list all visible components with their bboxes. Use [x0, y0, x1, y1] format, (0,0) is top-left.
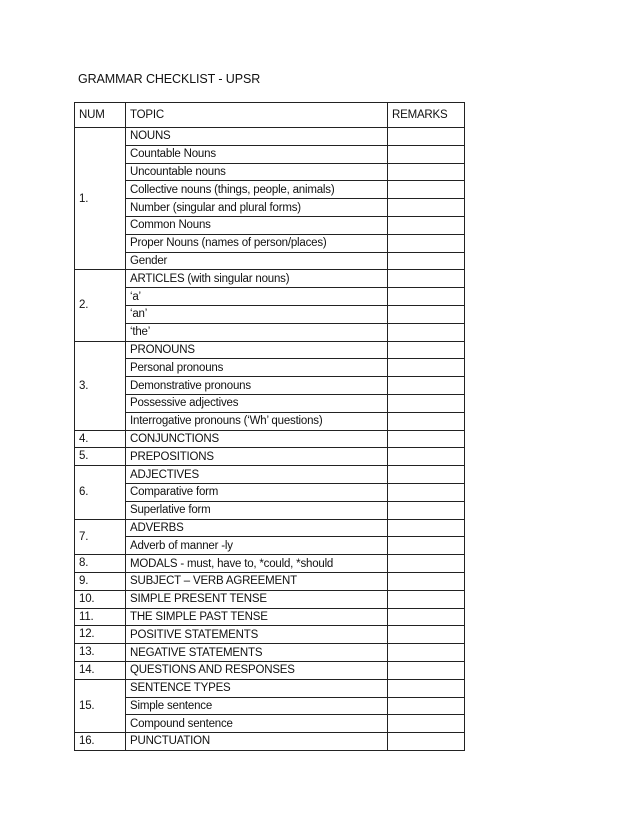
remarks-cell[interactable] [388, 715, 465, 733]
topic-cell: Collective nouns (things, people, animals) [126, 181, 388, 199]
topic-number: 1. [75, 128, 126, 270]
table-row [75, 341, 465, 359]
remarks-cell[interactable] [388, 608, 465, 626]
table-row [75, 661, 465, 679]
table-row [75, 128, 465, 146]
topic-number: 15. [75, 679, 126, 732]
table-row [75, 555, 465, 573]
topic-cell: Compound sentence [126, 715, 388, 733]
table-row [75, 519, 465, 537]
remarks-cell[interactable] [388, 163, 465, 181]
topic-cell: Countable Nouns [126, 145, 388, 163]
topic-number: 13. [75, 644, 126, 662]
topic-cell: Simple sentence [126, 697, 388, 715]
topic-number: 11. [75, 608, 126, 626]
remarks-cell[interactable] [388, 448, 465, 466]
table-row [75, 216, 465, 234]
topic-number: 14. [75, 661, 126, 679]
document-title: GRAMMAR CHECKLIST - UPSR [78, 72, 261, 86]
table-row [75, 448, 465, 466]
topic-cell: ‘a’ [126, 288, 388, 306]
topic-number: 4. [75, 430, 126, 448]
topic-cell: Proper Nouns (names of person/places) [126, 234, 388, 252]
topic-number: 6. [75, 466, 126, 519]
remarks-cell[interactable] [388, 394, 465, 412]
table-row [75, 270, 465, 288]
remarks-cell[interactable] [388, 483, 465, 501]
table-row [75, 644, 465, 662]
topic-number: 3. [75, 341, 126, 430]
topic-cell: Personal pronouns [126, 359, 388, 377]
topic-cell: Superlative form [126, 501, 388, 519]
table-row [75, 483, 465, 501]
topic-cell: ‘the’ [126, 323, 388, 341]
topic-number: 16. [75, 733, 126, 751]
remarks-cell[interactable] [388, 145, 465, 163]
table-row [75, 572, 465, 590]
remarks-cell[interactable] [388, 128, 465, 146]
table-row [75, 163, 465, 181]
topic-cell: Gender [126, 252, 388, 270]
topic-number: 7. [75, 519, 126, 555]
table-row [75, 181, 465, 199]
table-row [75, 412, 465, 430]
remarks-cell[interactable] [388, 323, 465, 341]
topic-cell: Uncountable nouns [126, 163, 388, 181]
remarks-cell[interactable] [388, 519, 465, 537]
topic-cell: Interrogative pronouns (‘Wh’ questions) [126, 412, 388, 430]
table-row [75, 359, 465, 377]
table-body [75, 128, 465, 751]
remarks-cell[interactable] [388, 234, 465, 252]
topic-cell: ADJECTIVES [126, 466, 388, 484]
topic-header: TOPIC [126, 103, 388, 128]
table-row [75, 430, 465, 448]
table-row [75, 733, 465, 751]
table-row [75, 145, 465, 163]
table-row [75, 626, 465, 644]
header-row [75, 103, 465, 128]
topic-number: 5. [75, 448, 126, 466]
topic-cell: PREPOSITIONS [126, 448, 388, 466]
remarks-cell[interactable] [388, 288, 465, 306]
topic-number: 9. [75, 572, 126, 590]
remarks-cell[interactable] [388, 572, 465, 590]
topic-number: 2. [75, 270, 126, 341]
topic-cell: SUBJECT – VERB AGREEMENT [126, 572, 388, 590]
grammar-checklist-table [74, 102, 465, 751]
topic-cell: NEGATIVE STATEMENTS [126, 644, 388, 662]
topic-cell: QUESTIONS AND RESPONSES [126, 661, 388, 679]
remarks-cell[interactable] [388, 501, 465, 519]
topic-number: 10. [75, 590, 126, 608]
table-row [75, 715, 465, 733]
remarks-cell[interactable] [388, 626, 465, 644]
topic-cell: THE SIMPLE PAST TENSE [126, 608, 388, 626]
remarks-cell[interactable] [388, 305, 465, 323]
topic-cell: MODALS - must, have to, *could, *should [126, 555, 388, 573]
remarks-cell[interactable] [388, 555, 465, 573]
remarks-cell[interactable] [388, 644, 465, 662]
table-row [75, 323, 465, 341]
remarks-cell[interactable] [388, 661, 465, 679]
topic-cell: ‘an’ [126, 305, 388, 323]
topic-cell: Possessive adjectives [126, 394, 388, 412]
table-row [75, 199, 465, 217]
table-row [75, 252, 465, 270]
remarks-cell[interactable] [388, 252, 465, 270]
topic-cell: ADVERBS [126, 519, 388, 537]
remarks-cell[interactable] [388, 733, 465, 751]
topic-cell: Number (singular and plural forms) [126, 199, 388, 217]
topic-cell: SENTENCE TYPES [126, 679, 388, 697]
table-row [75, 377, 465, 395]
num-header: NUM [75, 103, 126, 128]
topic-cell: Adverb of manner -ly [126, 537, 388, 555]
remarks-cell[interactable] [388, 270, 465, 288]
table-row [75, 234, 465, 252]
remarks-cell[interactable] [388, 181, 465, 199]
topic-cell: Demonstrative pronouns [126, 377, 388, 395]
topic-cell: Comparative form [126, 483, 388, 501]
table-row [75, 608, 465, 626]
topic-cell: PRONOUNS [126, 341, 388, 359]
table-row [75, 288, 465, 306]
topic-cell: ARTICLES (with singular nouns) [126, 270, 388, 288]
topic-cell: PUNCTUATION [126, 733, 388, 751]
table-row [75, 679, 465, 697]
remarks-cell[interactable] [388, 216, 465, 234]
table-row [75, 537, 465, 555]
table-row [75, 590, 465, 608]
remarks-cell[interactable] [388, 466, 465, 484]
remarks-cell[interactable] [388, 590, 465, 608]
topic-cell: NOUNS [126, 128, 388, 146]
table-row [75, 466, 465, 484]
table-row [75, 501, 465, 519]
topic-number: 8. [75, 555, 126, 573]
table-row [75, 305, 465, 323]
remarks-cell[interactable] [388, 377, 465, 395]
remarks-cell[interactable] [388, 697, 465, 715]
remarks-cell[interactable] [388, 199, 465, 217]
topic-cell: POSITIVE STATEMENTS [126, 626, 388, 644]
topic-cell: CONJUNCTIONS [126, 430, 388, 448]
table-row [75, 394, 465, 412]
remarks-cell[interactable] [388, 341, 465, 359]
remarks-cell[interactable] [388, 537, 465, 555]
remarks-cell[interactable] [388, 679, 465, 697]
topic-number: 12. [75, 626, 126, 644]
topic-cell: SIMPLE PRESENT TENSE [126, 590, 388, 608]
remarks-cell[interactable] [388, 412, 465, 430]
topic-cell: Common Nouns [126, 216, 388, 234]
remarks-cell[interactable] [388, 430, 465, 448]
remarks-header: REMARKS [388, 103, 465, 128]
table-row [75, 697, 465, 715]
remarks-cell[interactable] [388, 359, 465, 377]
